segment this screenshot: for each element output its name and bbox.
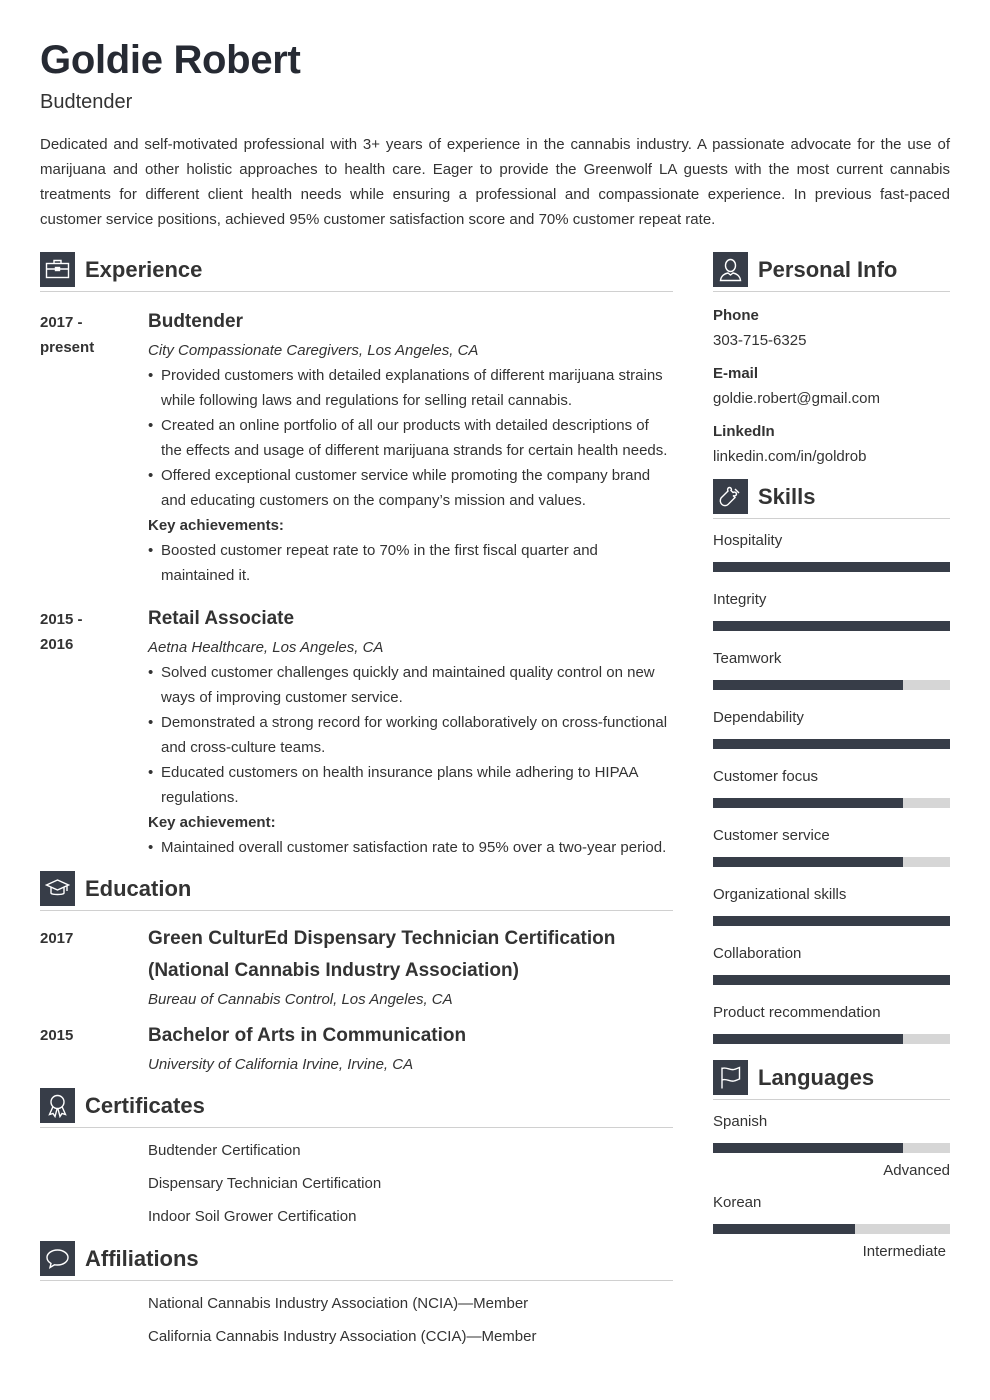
experience-date [40, 607, 140, 657]
linkedin-label: LinkedIn [713, 423, 775, 440]
language-bar-fill [713, 1224, 855, 1234]
skill-bar-fill [713, 798, 903, 808]
personal-info-list [713, 303, 950, 469]
education-entry [40, 923, 673, 1012]
job-title: Retail Associate [148, 608, 295, 629]
skill-label: Collaboration [713, 945, 802, 962]
experience-entry [40, 603, 673, 860]
personal-info-heading: Personal Info [758, 257, 898, 282]
language-bar-fill [713, 1143, 903, 1153]
skill-bar [713, 739, 950, 749]
skill-item [713, 932, 950, 991]
certificate-item: Indoor Soil Grower Certification [148, 1208, 357, 1225]
skill-label: Teamwork [713, 650, 782, 667]
bullet-item: • Boosted customer repeat rate to 70% in the first fiscal quarter and maintained it. [148, 538, 673, 588]
affiliations-heading: Affiliations [85, 1246, 199, 1271]
certificates-heading: Certificates [85, 1093, 205, 1118]
skill-label: Customer service [713, 827, 830, 844]
company: City Compassionate Caregivers, Los Angeles, CA [148, 342, 479, 359]
right-column [713, 252, 950, 1262]
company: Aetna Healthcare, Los Angeles, CA [148, 639, 384, 656]
education-school: Bureau of Cannabis Control, Los Angeles, CA [148, 991, 453, 1008]
languages-section-header [713, 1060, 950, 1100]
language-label: Spanish [713, 1113, 768, 1130]
skill-item [713, 637, 950, 696]
skill-bar [713, 621, 950, 631]
bullet-item: • Maintained overall customer satisfaction rate to 95% over a two-year period. [148, 835, 673, 860]
certificate-item: Budtender Certification [148, 1142, 301, 1159]
language-level: Intermediate [862, 1243, 946, 1260]
bullet-item: • Demonstrated a strong record for working collaboratively on cross-functional and cross-culture teams. [148, 710, 673, 760]
language-label: Korean [713, 1194, 762, 1211]
skill-bar [713, 798, 950, 808]
skill-bar-fill [713, 1034, 903, 1044]
skill-bar-fill [713, 916, 950, 926]
skill-bar-fill [713, 621, 950, 631]
experience-date [40, 310, 140, 360]
date-start: 2015 - [40, 611, 83, 628]
skill-item [713, 696, 950, 755]
education-entry [40, 1020, 673, 1077]
skill-bar [713, 680, 950, 690]
skill-item [713, 578, 950, 637]
skill-label: Integrity [713, 591, 767, 608]
skill-bar [713, 562, 950, 572]
bullet-item: • Solved customer challenges quickly and maintained quality control on new ways of improving customer service. [148, 660, 673, 710]
language-level: Advanced [883, 1162, 950, 1179]
skill-label: Hospitality [713, 532, 783, 549]
education-section-header [40, 871, 673, 911]
candidate-name: Goldie Robert [40, 38, 301, 82]
left-column [40, 252, 673, 1353]
skill-bar [713, 1034, 950, 1044]
skill-bar [713, 975, 950, 985]
education-date: 2015 [40, 1027, 74, 1044]
certificate-item: Dispensary Technician Certification [148, 1175, 382, 1192]
linkedin-value: linkedin.com/in/goldrob [713, 448, 867, 465]
experience-section-header [40, 252, 673, 292]
education-title: Bachelor of Arts in Communication [148, 1025, 467, 1046]
experience-heading: Experience [85, 257, 203, 282]
skills-list [713, 519, 950, 1050]
candidate-title: Budtender [40, 91, 133, 113]
experience-entry [40, 306, 673, 588]
key-achievements-label: Key achievements: [148, 517, 284, 534]
certificates-section-header [40, 1088, 673, 1128]
phone-value: 303-715-6325 [713, 332, 807, 349]
languages-list [713, 1100, 950, 1262]
phone-label: Phone [713, 307, 759, 324]
date-start: 2017 - [40, 314, 83, 331]
email-label: E-mail [713, 365, 759, 382]
skill-item [713, 991, 950, 1050]
skill-item [713, 814, 950, 873]
award-ribbon-icon [40, 1088, 75, 1123]
education-date: 2017 [40, 930, 74, 947]
skill-item [713, 519, 950, 578]
skill-bar [713, 916, 950, 926]
speech-bubble-icon [40, 1241, 75, 1276]
job-title: Budtender [148, 311, 243, 332]
language-item [713, 1181, 950, 1262]
language-bar [713, 1224, 950, 1234]
certificates-list [148, 1134, 673, 1233]
skill-bar-fill [713, 975, 950, 985]
skill-bar-fill [713, 680, 903, 690]
date-end: 2016 [40, 636, 74, 653]
graduation-cap-icon [40, 871, 75, 906]
personal-info-section-header [713, 252, 950, 292]
user-icon [713, 252, 748, 287]
language-bar [713, 1143, 950, 1153]
skill-item [713, 873, 950, 932]
skill-bar-fill [713, 739, 950, 749]
languages-heading: Languages [758, 1065, 875, 1090]
bullet-item: • Created an online portfolio of all our products with detailed descriptions of the effects and usage of different marijuana strands for certain health needs. [148, 413, 673, 463]
key-achievements-label: Key achievement: [148, 814, 276, 831]
language-item [713, 1100, 950, 1181]
affiliations-list [148, 1287, 673, 1353]
skill-bar-fill [713, 857, 903, 867]
skill-bar-fill [713, 562, 950, 572]
skill-label: Organizational skills [713, 886, 847, 903]
skill-label: Product recommendation [713, 1004, 881, 1021]
skill-bar [713, 857, 950, 867]
email-value: goldie.robert@gmail.com [713, 390, 880, 407]
briefcase-icon [40, 252, 75, 287]
skill-label: Dependability [713, 709, 804, 726]
bullet-item: • Provided customers with detailed explanations of different marijuana strains while following laws and regulations for selling retail cannabis. [148, 363, 673, 413]
bullet-item: • Offered exceptional customer service while promoting the company brand and educating customers on the company’s mission and values. [148, 463, 673, 513]
affiliations-section-header [40, 1241, 673, 1281]
skills-heading: Skills [758, 484, 816, 509]
skill-item [713, 755, 950, 814]
education-title: Green CulturEd Dispensary Technician Certification (National Cannabis Industry Association) [148, 928, 616, 981]
date-end: present [40, 339, 95, 356]
flag-icon [713, 1060, 748, 1095]
affiliation-item: National Cannabis Industry Association (NCIA)—Member [148, 1295, 529, 1312]
bullet-item: • Educated customers on health insurance plans while adhering to HIPAA regulations. [148, 760, 673, 810]
education-heading: Education [85, 876, 192, 901]
skills-section-header [713, 479, 950, 519]
education-school: University of California Irvine, Irvine, CA [148, 1056, 414, 1073]
affiliation-item: California Cannabis Industry Association (CCIA)—Member [148, 1328, 537, 1345]
skill-label: Customer focus [713, 768, 819, 785]
summary-paragraph: Dedicated and self-motivated professional with 3+ years of experience in the cannabis industry. A passionate advocate for the use of marijuana and other holistic approaches to health care. Eager to provide the Greenwolf LA guests with the most current cannabis treatments for different client health needs while ensuring a professional and compassionate experience. In previous fast-paced customer service positions, achieved 95% customer satisfaction score and 70% customer repeat rate. [40, 136, 950, 228]
puzzle-piece-icon [713, 479, 748, 514]
